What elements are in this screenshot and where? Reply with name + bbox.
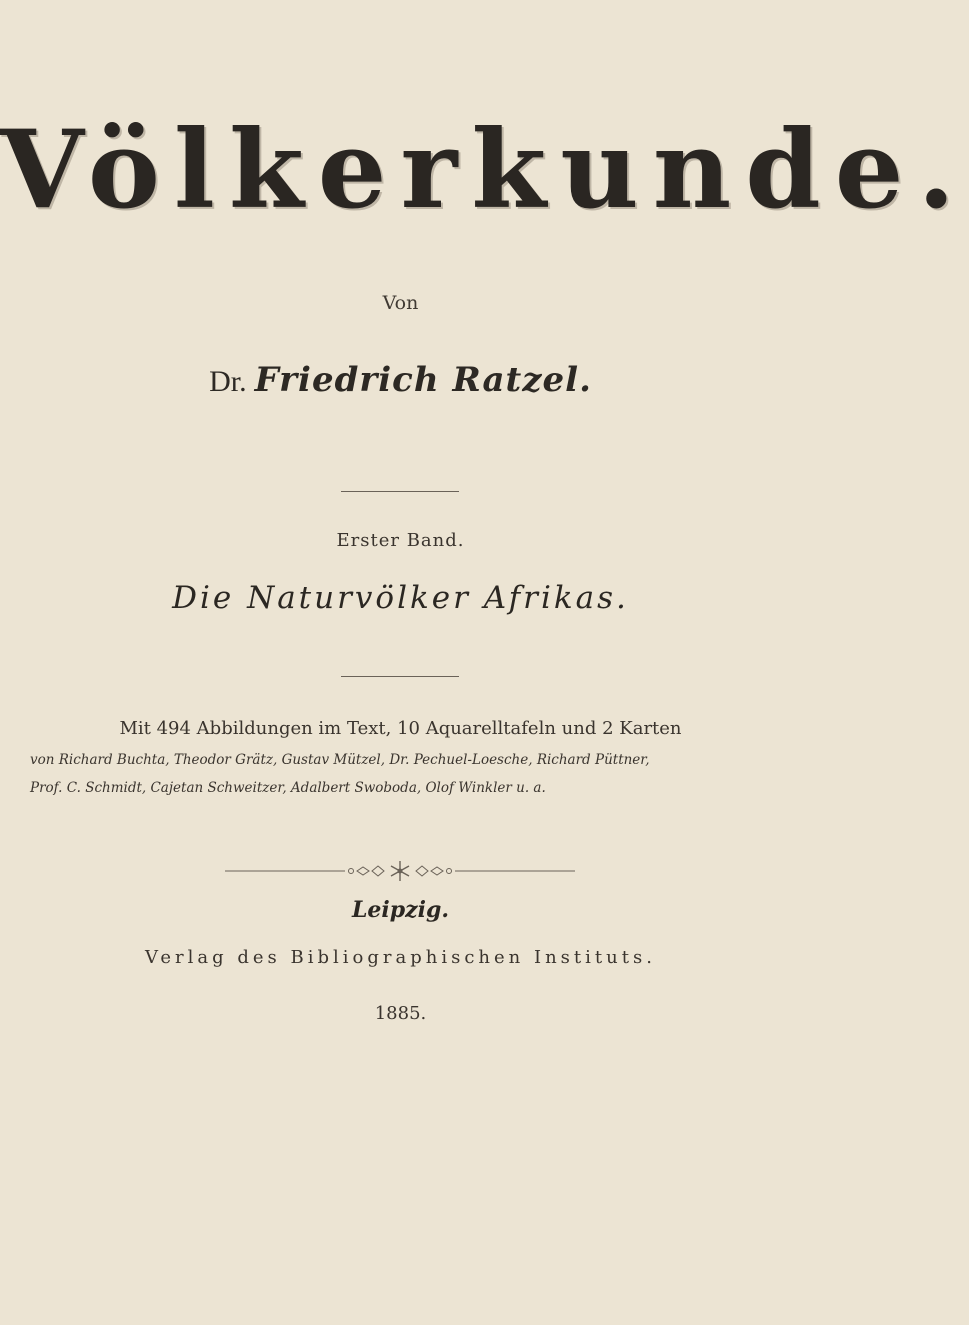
contributors-line: Prof. C. Schmidt, Cajetan Schweitzer, Adalbert Swoboda, Olof Winkler u. a. (30, 780, 546, 796)
by-label: Von (382, 292, 419, 314)
divider-rule (341, 676, 459, 677)
author-prefix: Dr. (209, 365, 247, 398)
publisher: Verlag des Bibliographischen Instituts. (145, 947, 656, 968)
author-name: Friedrich Ratzel. (254, 360, 592, 400)
contributors-line: von Richard Buchta, Theodor Grätz, Gustav Mützel, Dr. Pechuel-Loesche, Richard Püttner, (30, 752, 650, 768)
volume-subtitle: Die Naturvölker Afrikas. (172, 580, 629, 616)
book-title: Völkerkunde. (0, 107, 969, 233)
author (0, 360, 801, 400)
illustrations-note: Mit 494 Abbildungen im Text, 10 Aquarelltafeln und 2 Karten (119, 718, 682, 739)
publication-place: Leipzig. (351, 897, 450, 923)
volume-label: Erster Band. (336, 530, 465, 551)
divider-rule (341, 491, 459, 492)
publication-year: 1885. (374, 1003, 427, 1024)
ornament-divider-icon (225, 860, 575, 882)
